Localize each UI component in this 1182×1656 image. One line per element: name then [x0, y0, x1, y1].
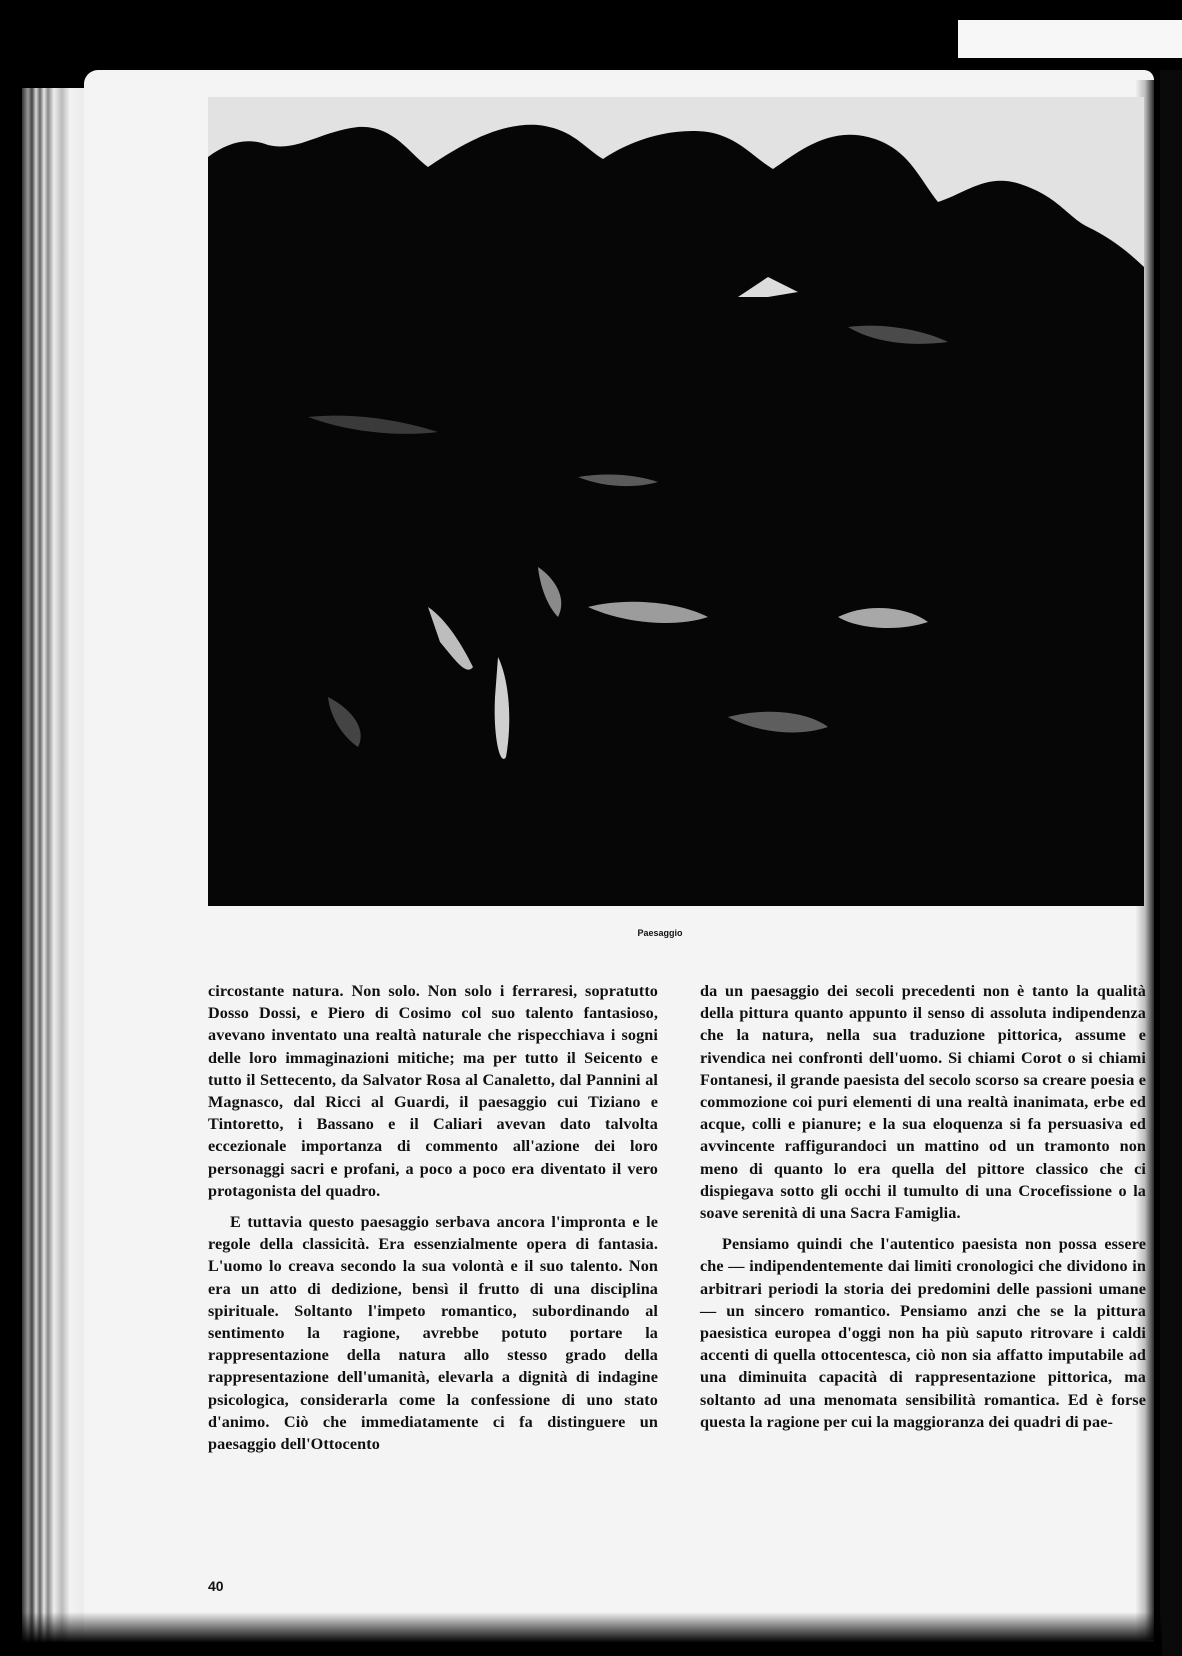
dark-hills — [208, 125, 1144, 906]
painting-paesaggio — [208, 97, 1144, 906]
scanner-margin-tab — [958, 20, 1182, 58]
paragraph: Pensiamo quindi che l'autentico paesista non possa essere che — indipendentemente dai limiti cronologici che dividono in arbitrari periodi la storia dei predomini delle passioni umane — un sincero romantico. Pensiamo anzi che se la pittura paesistica europea d'oggi non ha più saputo ritrovare i caldi accenti di quella ottocentesca, ciò non sia affatto imputabile ad una diminuita capacità di rappresentazione pittorica, ma soltanto ad una menomata sensibilità romantica. Ed è forse questa la ragione per cui la maggioranza dei quadri di pae- — [700, 1235, 1146, 1431]
scanner-edge — [1160, 70, 1182, 1656]
painting-image — [208, 97, 1144, 906]
page-number: 40 — [208, 1578, 224, 1594]
figure-caption: Paesaggio — [637, 928, 683, 938]
scan-bottom-shadow — [22, 1612, 1162, 1656]
paragraph: E tuttavia questo paesaggio serbava ancora l'impronta e le regole della classicità. Era essenzialmente opera di fantasia. L'uomo lo creava secondo la sua volontà e il suo talento. Non era un atto di dedizione, bensì il frutto di una disciplina spirituale. Soltanto l'impeto romantico, subordinando al sentimento la ragione, avrebbe potuto portare la rappresentazione della natura allo stesso grado della rappresentazione dell'umanità, elevarla a dignità di indagine psicologica, considerarla come la confessione di uno stato d'animo. Ciò che immediatamente ci fa distinguere un paesaggio dell'Ottocento — [208, 1213, 658, 1454]
text-column-left — [208, 980, 658, 1455]
paragraph: circostante natura. Non solo. Non solo i ferraresi, sopratutto Dosso Dossi, e Piero di Cosimo col suo talento fantasioso, avevano inventato una realtà naturale che rispecchiava i sogni delle loro immaginazioni mitiche; ma per tutto il Seicento e tutto il Settecento, da Salvator Rosa al Canaletto, dal Pannini al Magnasco, dal Ricci al Guardi, il paesaggio cui Tiziano e Tintoretto, i Bassano e il Caliari avevan dato talvolta eccezionale importanza di commento all'azione dei loro personaggi sacri e profani, a poco a poco era diventato il vero protagonista del quadro. — [208, 982, 658, 1200]
paragraph: da un paesaggio dei secoli precedenti non è tanto la qualità della pittura quanto appunto il senso di assoluta indipendenza che la natura, nella sua traduzione pittorica, assume e rivendica nei confronti dell'uomo. Si chiami Corot o si chiami Fontanesi, il grande paesista del secolo scorso sa creare poesia e commozione coi puri elementi di una realtà inanimata, erbe ed acque, colli e pianure; e la sua eloquenza si fa persuasiva ed avvincente raffigurandoci un mattino od un tramonto non meno di quanto lo era quella del pittore classico che ci dispiegava sotto gli occhi il tumulto di una Crocefissione o la soave serenità di una Sacra Famiglia. — [700, 982, 1146, 1223]
text-column-right — [700, 980, 1146, 1433]
